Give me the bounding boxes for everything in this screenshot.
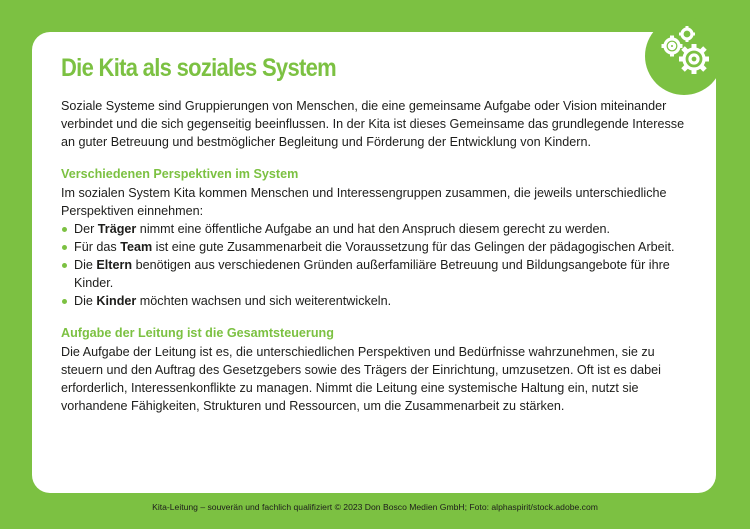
list-item [61, 220, 692, 238]
gears-icon [645, 17, 723, 95]
content-card [32, 32, 716, 493]
section-perspectives-intro: Im sozialen System Kita kommen Menschen und Interessengruppen zusammen, die jeweils unterschiedliche Perspektiven einnehmen: [61, 186, 667, 218]
list-item-text: Für das [74, 240, 121, 254]
list-item-bold: Kinder [96, 294, 137, 308]
list-item-bold: Träger [97, 222, 137, 236]
list-item [61, 292, 692, 310]
section-leadership-text: Die Aufgabe der Leitung ist es, die unterschiedlichen Perspektiven und Bedürfnisse wahrzunehmen, sie zu steuern und den Auftrag des Gesetzgebers sowie des Trägers der Einrichtung, umzusetzen. Oft ist es dabei erforderlich, Interessenkonflikte zu managen. Nimmt die Leitung eine systemische Haltung ein, nutzt sie vorhandene Fähigkeiten, Strukturen und Ressourcen, um die Zusammenarbeit zu stärken. [61, 345, 661, 413]
list-item-text: Die [74, 258, 97, 272]
list-item-bold: Eltern [96, 258, 133, 272]
section-perspectives-heading: Verschiedenen Perspektiven im System [61, 167, 299, 181]
footer-credit: Kita-Leitung – souverän und fachlich qualifiziert © 2023 Don Bosco Medien GmbH; Foto: alphaspirit/stock.adobe.com [152, 502, 598, 512]
list-item-text: ist eine gute Zusammenarbeit die Voraussetzung für das Gelingen der pädagogischen Arbeit. [152, 240, 675, 254]
list-item [61, 256, 692, 292]
page-title: Die Kita als soziales System [61, 54, 336, 82]
list-item-bold: Team [120, 240, 153, 254]
section-leadership-heading: Aufgabe der Leitung ist die Gesamtsteuerung [61, 326, 334, 340]
gears-badge [645, 17, 723, 95]
list-item-text: nimmt eine öffentliche Aufgabe an und hat den Anspruch diesem gerecht zu werden. [136, 222, 611, 236]
list-item [61, 238, 692, 256]
list-item-text: benötigen aus verschiedenen Gründen außerfamiliäre Betreuung und Bildungsangebote für ihre Kinder. [74, 258, 670, 290]
intro-paragraph: Soziale Systeme sind Gruppierungen von Menschen, die eine gemeinsame Aufgabe oder Vision miteinander verbindet und die sich gegenseitig beeinflussen. In der Kita ist dieses Gemeinsame das grundlegende Interesse an guter Betreuung und bestmöglicher Begleitung und Förderung der Entwicklung von Kindern. [61, 99, 685, 149]
list-item-text: Der [74, 222, 98, 236]
list-item-text: möchten wachsen und sich weiterentwickeln. [136, 294, 392, 308]
perspectives-list [61, 220, 692, 310]
list-item-text: Die [74, 294, 97, 308]
